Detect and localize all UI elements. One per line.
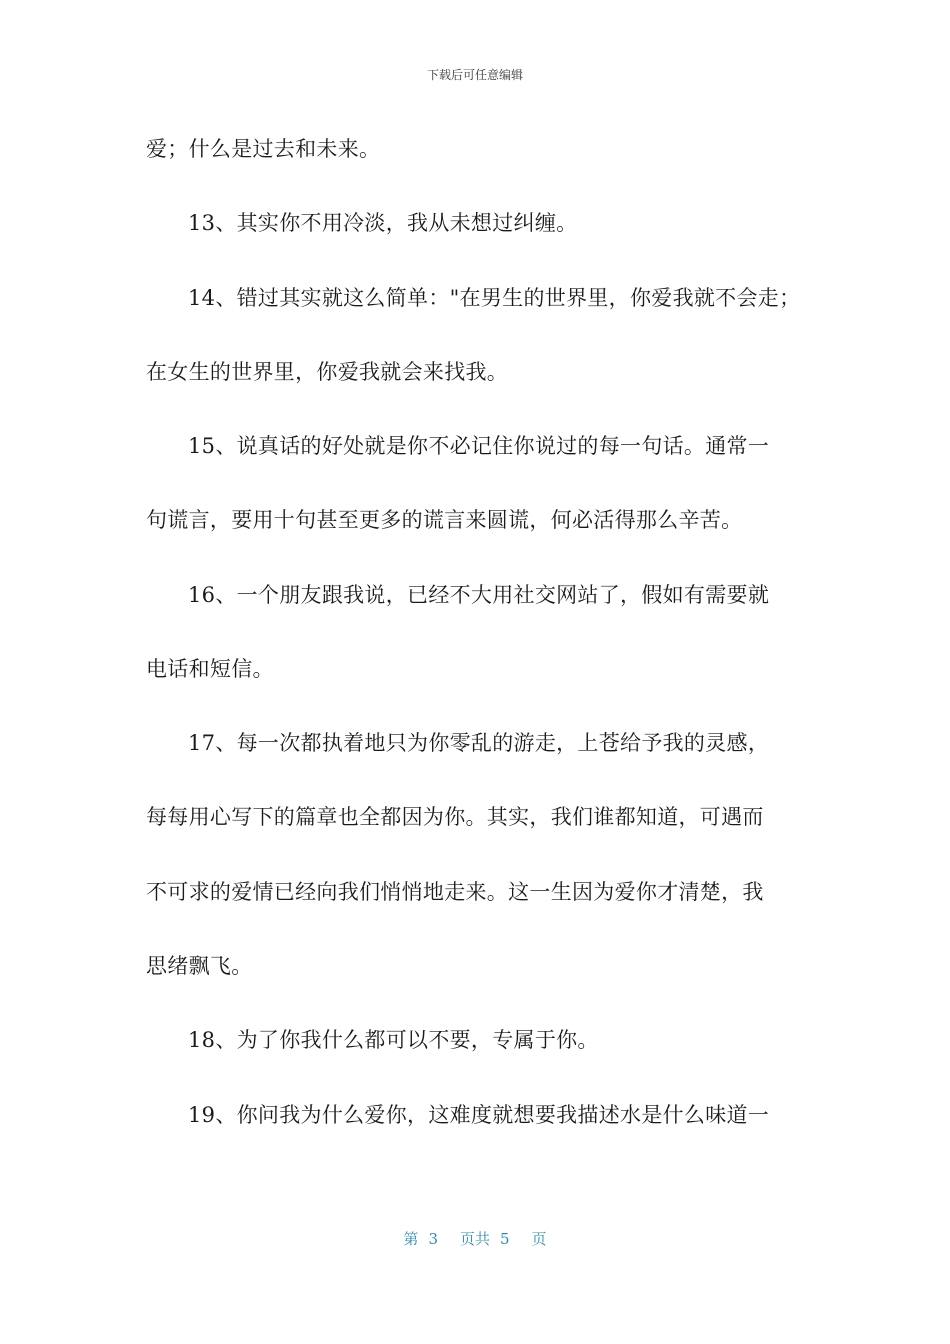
body-line: 16、一个朋友跟我说，已经不大用社交网站了，假如有需要就 (188, 583, 770, 607)
body-line: 18、为了你我什么都可以不要，专属于你。 (188, 1028, 599, 1052)
body-line: 19、你问我为什么爱你，这难度就想要我描述水是什么味道一 (188, 1103, 770, 1127)
body-line: 句谎言，要用十句甚至更多的谎言来圆谎，何必活得那么辛苦。 (146, 508, 743, 532)
body-line: 17、每一次都执着地只为你零乱的游走，上苍给予我的灵感， (188, 731, 770, 755)
page-label-suffix: 页 (531, 1230, 547, 1248)
body-line: 不可求的爱情已经向我们悄悄地走来。这一生因为爱你才清楚，我 (146, 880, 764, 904)
page-label-prefix: 第 (403, 1230, 419, 1248)
body-line: 13、其实你不用冷淡，我从未想过纠缠。 (188, 211, 578, 235)
page-label-mid: 页共 (459, 1230, 490, 1248)
body-line: 爱；什么是过去和未来。 (146, 137, 381, 161)
page-header: 下载后可任意编辑 (426, 68, 523, 82)
body-line: 思绪飘飞。 (146, 954, 253, 978)
body-line: 在女生的世界里，你爱我就会来找我。 (146, 360, 509, 384)
body-line: 15、说真话的好处就是你不必记住你说过的每一句话。通常一 (188, 434, 770, 458)
body-line: 每每用心写下的篇章也全都因为你。其实，我们谁都知道，可遇而 (146, 805, 764, 829)
body-line: 电话和短信。 (146, 657, 274, 681)
page-current: 3 (428, 1230, 438, 1248)
body-line: 14、错过其实就这么简单："在男生的世界里，你爱我就不会走； (188, 286, 801, 310)
page-total: 5 (500, 1230, 510, 1248)
page-number-footer (0, 1228, 950, 1249)
